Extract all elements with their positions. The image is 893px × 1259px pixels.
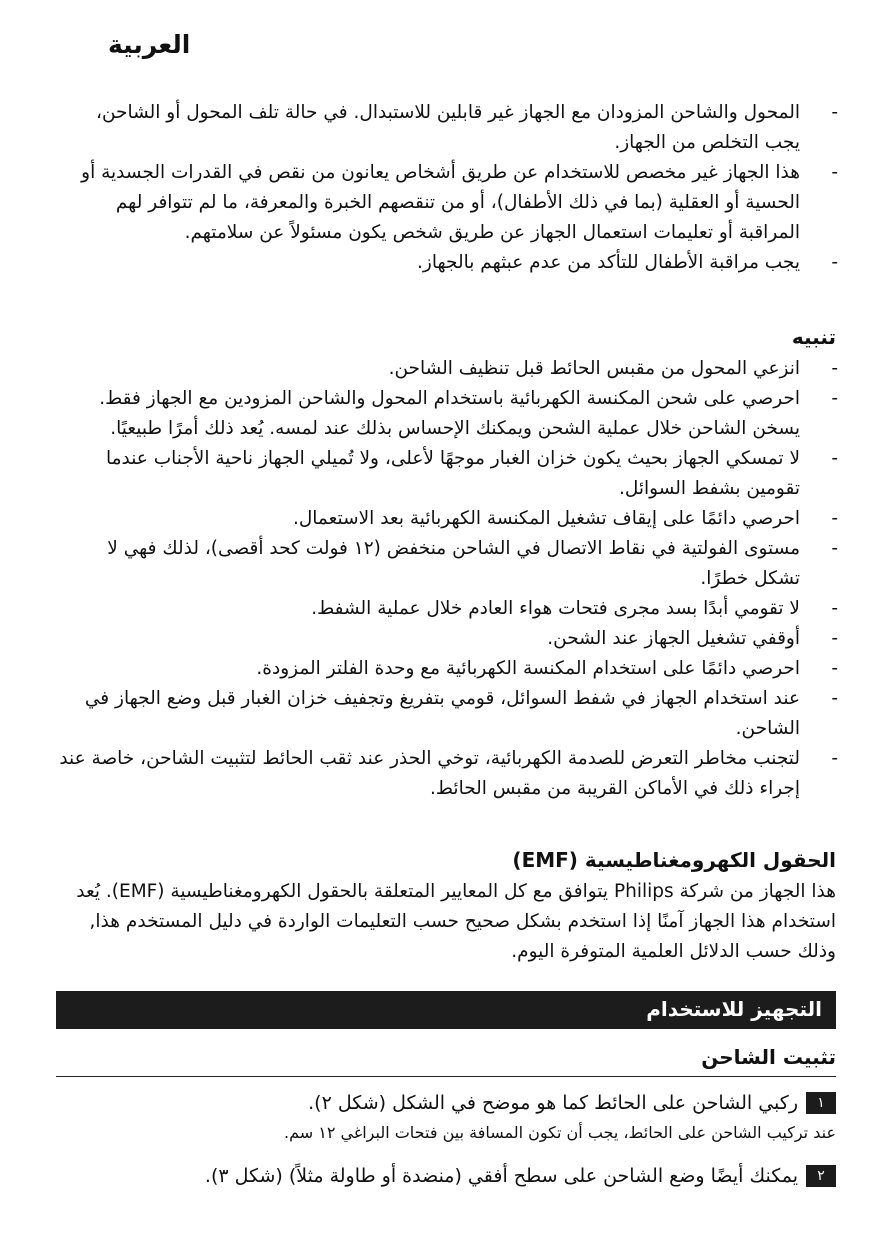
list-item-text: عند استخدام الجهاز في شفط السوائل، قومي بتفريغ وتجفيف خزان الغبار قبل وضع الجهاز في الشاحن. [84, 688, 800, 739]
bullet-dash: - [831, 448, 838, 469]
list-item [58, 684, 838, 744]
step-2 [205, 1165, 836, 1187]
list-item-text: يجب مراقبة الأطفال للتأكد من عدم عبثهم بالجهاز. [417, 252, 800, 273]
list-item-text: أوقفي تشغيل الجهاز عند الشحن. [547, 628, 800, 649]
list-item [58, 384, 838, 444]
emf-heading: الحقول الكهرومغناطيسية (EMF) [512, 848, 836, 872]
list-item-text: هذا الجهاز غير مخصص للاستخدام عن طريق أشخاص يعانون من نقص في القدرات الجسدية أو الحسية أو العقلية (بما في ذلك الأطفال)، أو من تنقصهم الخبرة والمعرفة، ما لم تتوافر لهم المراقبة أو تعليمات استعمال الجهاز عن طريق شخص يكون مسئولاً عن سلامتهم. [81, 162, 800, 243]
caution-list [58, 354, 838, 804]
list-item-text: لا تقومي أبدًا بسد مجرى فتحات هواء العادم خلال عملية الشفط. [311, 598, 800, 619]
list-item [58, 624, 838, 654]
bullet-dash: - [831, 658, 838, 679]
step-note: عند تركيب الشاحن على الحائط، يجب أن تكون المسافة بين فتحات البراغي ١٢ سم. [284, 1123, 836, 1142]
warning-list [58, 98, 838, 278]
list-item [58, 444, 838, 504]
list-item [58, 594, 838, 624]
bullet-dash: - [831, 628, 838, 649]
list-item [58, 744, 838, 804]
list-item-text: مستوى الفولتية في نقاط الاتصال في الشاحن منخفض (١٢ فولت كحد أقصى)، لذلك فهي لا تشكل خطرًا. [107, 538, 800, 589]
bullet-dash: - [831, 252, 838, 273]
bullet-dash: - [831, 538, 838, 559]
list-item-text: المحول والشاحن المزودان مع الجهاز غير قابلين للاستبدال. في حالة تلف المحول أو الشاحن، يجب التخلص من الجهاز. [96, 102, 800, 153]
list-item [58, 654, 838, 684]
bullet-dash: - [831, 748, 838, 769]
bullet-dash: - [831, 358, 838, 379]
list-item-text: احرصي دائمًا على استخدام المكنسة الكهربائية مع وحدة الفلتر المزودة. [256, 658, 800, 679]
list-item [58, 534, 838, 594]
bullet-dash: - [831, 162, 838, 183]
list-item [58, 248, 838, 278]
bullet-dash: - [831, 388, 838, 409]
bullet-dash: - [831, 688, 838, 709]
step-text: ركبي الشاحن على الحائط كما هو موضح في الشكل (شكل ٢). [308, 1092, 798, 1114]
section-bar [56, 991, 836, 1029]
step-text: يمكنك أيضًا وضع الشاحن على سطح أفقي (منضدة أو طاولة مثلاً) (شكل ٣). [204, 1165, 798, 1187]
emf-paragraph: هذا الجهاز من شركة Philips يتوافق مع كل المعايير المتعلقة بالحقول الكهرومغناطيسية (EMF). يُعد استخدام هذا الجهاز آمنًا إذا استخدم بشكل صحيح حسب التعليمات الواردة في دليل المستخدم هذا, وذلك حسب الدلائل العلمية المتوفرة اليوم. [76, 881, 836, 962]
list-item [58, 504, 838, 534]
bullet-dash: - [831, 102, 838, 123]
caution-heading: تنبيه [791, 325, 836, 349]
bullet-dash: - [831, 508, 838, 529]
divider [56, 1076, 836, 1077]
section-title: التجهيز للاستخدام [646, 997, 822, 1021]
list-item-text: احرصي دائمًا على إيقاف تشغيل المكنسة الكهربائية بعد الاستعمال. [292, 508, 800, 529]
list-item-text: انزعي المحول من مقبس الحائط قبل تنظيف الشاحن. [388, 358, 800, 379]
list-item [58, 354, 838, 384]
subsection-title: تثبيت الشاحن [701, 1045, 836, 1069]
list-item-text: لا تمسكي الجهاز بحيث يكون خزان الغبار موجهًا لأعلى، ولا تُميلي الجهاز ناحية الأجناب عندما تقومين بشفط السوائل. [105, 448, 800, 499]
list-item-text: احرصي على شحن المكنسة الكهربائية باستخدام المحول والشاحن المزودين مع الجهاز فقط. يسخن الشاحن خلال عملية الشحن ويمكنك الإحساس بذلك عند لمسه. يُعد ذلك أمرًا طبيعيًا. [99, 388, 800, 439]
step-number: ٢ [806, 1165, 836, 1187]
step-1 [308, 1092, 836, 1114]
step-number: ١ [806, 1092, 836, 1114]
language-heading: العربية [108, 30, 191, 59]
bullet-dash: - [831, 598, 838, 619]
list-item-text: لتجنب مخاطر التعرض للصدمة الكهربائية، توخي الحذر عند ثقب الحائط لتثبيت الشاحن، خاصة عند إجراء ذلك في الأماكن القريبة من مقبس الحائط. [59, 748, 800, 799]
list-item [58, 98, 838, 158]
list-item [58, 158, 838, 248]
